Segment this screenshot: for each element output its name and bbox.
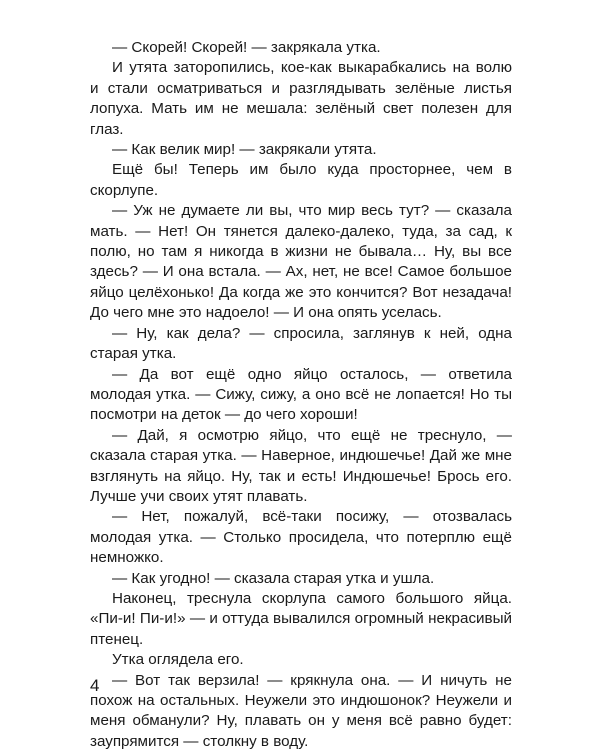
paragraph: — Ну, как дела? — спросила, заглянув к ней, одна старая утка. xyxy=(90,324,512,363)
paragraph: — Дай, я осмотрю яйцо, что ещё не треснуло, — сказала старая утка. — Наверное, индюшечье! Дай же мне взглянуть на яйцо. Ну, так и есть! Индюшечье! Брось его. Лучше учи своих утят плавать. xyxy=(90,426,512,505)
paragraph: — Нет, пожалуй, всё-таки посижу, — отозвалась молодая утка. — Столько просидела, что потерплю ещё немножко. xyxy=(90,508,512,567)
paragraph: — Да вот ещё одно яйцо осталось, — ответила молодая утка. — Сижу, сижу, а оно всё не лопается! Но ты посмотри на деток — до чего хороши! xyxy=(90,365,512,424)
paragraph: — Скорей! Скорей! — закрякала утка. xyxy=(112,39,381,56)
paragraph: — Вот так верзила! — крякнула она. — И ничуть не похож на остальных. Неужели это индюшонок? Неужели и меня обманули? Ну, плавать он у меня всё равно будет: заупрямится — столкну в воду. xyxy=(90,671,512,750)
paragraph: — Как угодно! — сказала старая утка и ушла. xyxy=(112,569,435,587)
paragraph: — Уж не думаете ли вы, что мир весь тут? — сказала мать. — Нет! Он тянется далеко-далеко, туда, за сад, к полю, но там я никогда в жизни не бывала… Ну, вы все здесь? — И она встала. — Ах, нет, не все! Самое большое яйцо целёхонько! Да когда же это кончится? Вот незадача! До чего мне это надоело! — И она опять уселась. xyxy=(90,202,512,322)
paragraph: Утка оглядела его. xyxy=(112,651,244,669)
paragraph: — Как велик мир! — закрякали утята. xyxy=(112,141,377,159)
paragraph: Наконец, треснула скорлупа самого большого яйца. «Пи-и! Пи-и!» — и оттуда вывалился огромный некрасивый птенец. xyxy=(90,589,512,648)
paragraph: И утята заторопились, кое-как выкарабкались на волю и стали осматриваться и разглядывать зелёные листья лопуха. Мать им не мешала: зелёный свет полезен для глаз. xyxy=(90,59,512,138)
story-text xyxy=(90,38,512,752)
paragraph: Ещё бы! Теперь им было куда просторнее, чем в скорлупе. xyxy=(90,161,512,199)
page-number: 4 xyxy=(90,676,100,695)
